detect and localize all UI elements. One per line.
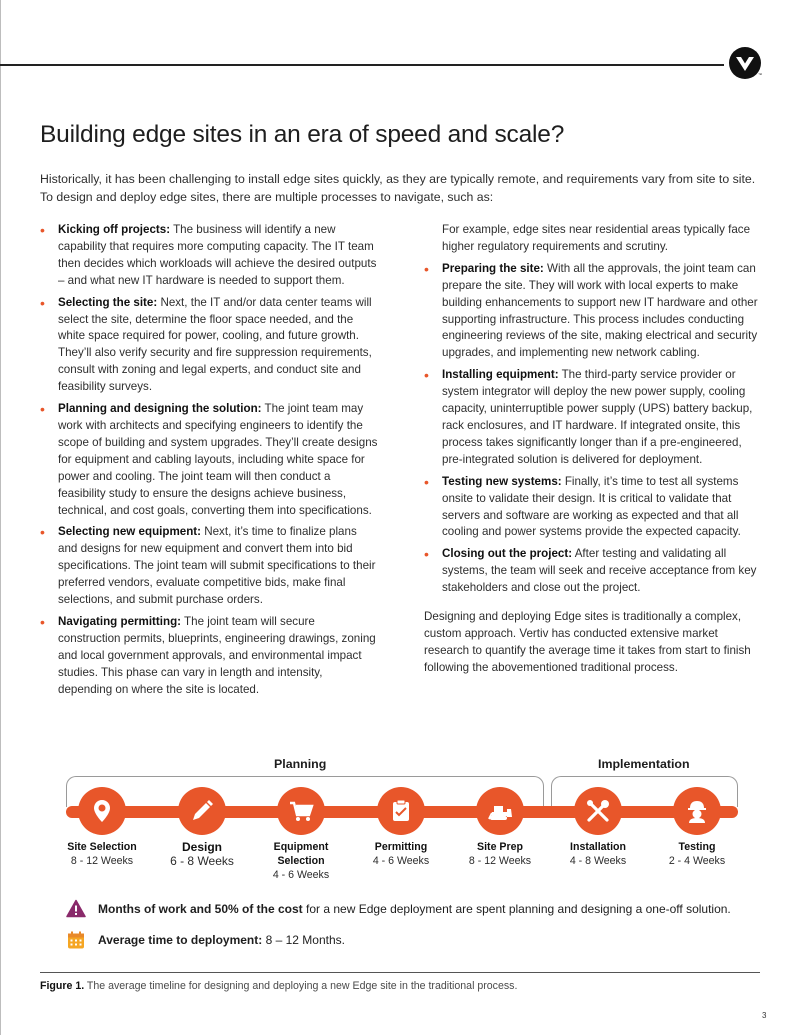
list-item: • Installing equipment: The third-party service provider or system integrator will deploy the new power supply, cooling capacity, uninterruptible power supply (UPS) battery backup, rack enclosures, and IT hardware. If integrated onsite, this process takes significantly longer than if a pre-engineered, pre-integrated solution is delivered for deployment. <box>424 367 760 468</box>
left-column <box>40 222 378 703</box>
summary-paragraph: Designing and deploying Edge sites is traditionally a complex, custom approach. Vertiv has conducted extensive market research to quantify the average time it takes from start to finish following the abovementioned traditional process. <box>424 610 751 674</box>
time-callout: Average time to deployment: 8 – 12 Months. <box>66 930 345 950</box>
pencil-icon <box>188 797 216 825</box>
warning-icon <box>66 899 86 919</box>
calendar-icon <box>66 930 86 950</box>
phase-label-planning: Planning <box>274 757 327 771</box>
list-item: • Testing new systems: Finally, it’s time to test all systems onsite to validate their design. It is critical to validate that servers and software are working as expected and that all cooling and power systems provide the expected capacity. <box>424 474 760 542</box>
worker-hardhat-icon <box>683 797 711 825</box>
tools-icon <box>584 797 612 825</box>
list-item: • Closing out the project: After testing and validating all systems, the team will seek and receive acceptance from key stakeholders and close out the project. <box>424 546 760 597</box>
page-left-border <box>0 0 1 1035</box>
list-item: • Navigating permitting: The joint team will secure construction permits, blueprints, engineering drawings, zoning and local government approvals, and environmental impact studies. This phase can vary in length and intensity, depending on where the site is located. <box>40 614 378 699</box>
page-title: Building edge sites in an era of speed and scale? <box>40 121 565 148</box>
phase-label-implementation: Implementation <box>598 757 690 771</box>
stage-permitting: Permitting 4 - 6 Weeks <box>372 841 430 867</box>
stage-site-selection: Site Selection 8 - 12 Weeks <box>67 841 137 867</box>
stage-equipment-selection: Equipment Selection 4 - 6 Weeks <box>272 841 330 881</box>
right-column <box>424 222 760 677</box>
process-list-right <box>424 261 760 597</box>
stage-circle-site-selection <box>78 787 126 835</box>
shopping-cart-icon <box>287 797 315 825</box>
list-item-continuation: For example, edge sites near residential areas typically face higher regulatory requirements and scrutiny. <box>442 223 751 253</box>
list-item: • Kicking off projects: The business will identify a new capability that requires more computing capacity. The IT team then decides which workloads will achieve the desired outputs – and what new IT hardware is needed to support them. <box>40 222 378 290</box>
vertiv-logo-icon <box>728 46 762 80</box>
list-item: • Selecting new equipment: Next, it’s time to finalize plans and designs for new equipment and convert them into bid specifications. The joint team will submit specifications to their preferred vendors, evaluate competitive bids, make final selections, and submit purchase orders. <box>40 524 378 609</box>
stage-design: Design 6 - 8 Weeks <box>170 840 234 868</box>
list-item: • Preparing the site: With all the approvals, the joint team can prepare the site. They will work with local experts to make building enhancements to support new IT hardware and other supporting infrastructure. This process includes conducting engineering reviews of the site, making electrical and security upgrades, and implementing new network cabling. <box>424 261 760 362</box>
intro-paragraph: Historically, it has been challenging to install edge sites quickly, as they are typically remote, and requirements vary from site to site. To design and deploy edge sites, there are multiple processes to navigate, such as: <box>40 172 756 204</box>
clipboard-check-icon <box>387 797 415 825</box>
location-pin-icon <box>88 797 116 825</box>
stage-site-prep: Site Prep 8 - 12 Weeks <box>468 841 532 867</box>
list-item: • Selecting the site: Next, the IT and/or data center teams will select the site, determine the floor space needed, and the white space required for power, cooling, and future growth. They’ll also verify security and fire suppression requirements, consult with zoning and legal experts, and conduct site and feasibility surveys. <box>40 295 378 396</box>
stage-circle-equipment <box>277 787 325 835</box>
page-number: 3 <box>762 1011 767 1020</box>
stage-testing: Testing 2 - 4 Weeks <box>668 841 726 867</box>
list-item: • Planning and designing the solution: The joint team may work with architects and specifying engineers to identify the scope of building and system upgrades. They’ll create designs for equipment and cabling layouts, including white space for power and cooling. The joint team will then conduct a feasibility study to ensure the designs achieve business, technical, and cost goals, converting them into specifications. <box>40 401 378 519</box>
header-rule <box>0 64 724 66</box>
stage-installation: Installation 4 - 8 Weeks <box>569 841 627 867</box>
stage-circle-testing <box>673 787 721 835</box>
bulldozer-icon <box>486 797 514 825</box>
stage-circle-installation <box>574 787 622 835</box>
cost-callout: Months of work and 50% of the cost for a new Edge deployment are spent planning and designing a one-off solution. <box>66 899 731 919</box>
figure-caption: Figure 1. The average timeline for designing and deploying a new Edge site in the traditional process. <box>40 980 518 992</box>
process-list-left <box>40 222 378 698</box>
stage-circle-design <box>178 787 226 835</box>
stage-circle-site-prep <box>476 787 524 835</box>
stage-circle-permitting <box>377 787 425 835</box>
svg-text:™: ™ <box>758 72 762 77</box>
figure-rule <box>40 972 760 973</box>
